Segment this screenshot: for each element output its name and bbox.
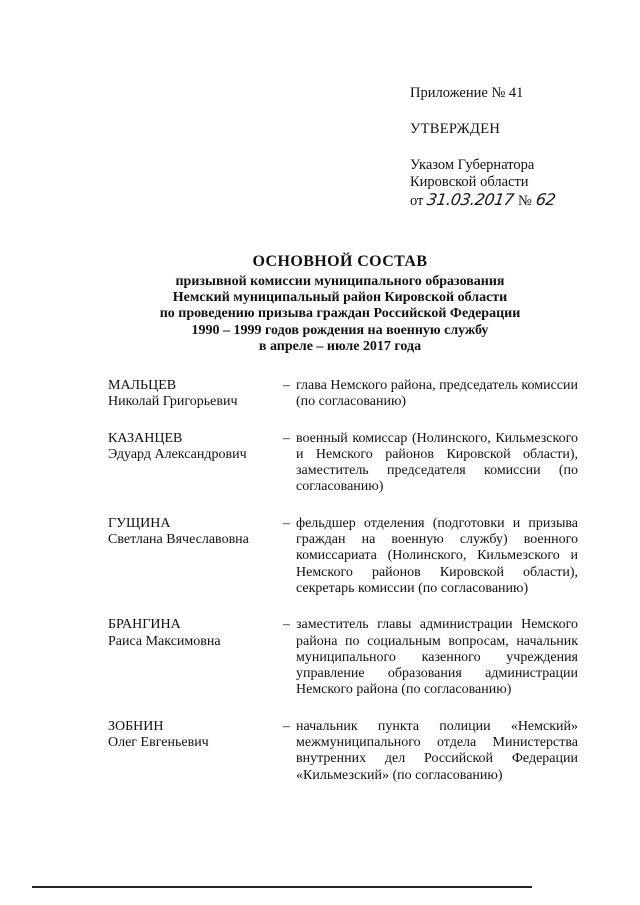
member-given-names: Эдуард Александрович — [108, 446, 247, 462]
member-surname: ГУЩИНА — [108, 515, 171, 531]
approved-stamp-text: УТВЕРЖДЕН — [410, 121, 501, 137]
member-name — [108, 719, 283, 784]
heading-line-3: по проведению призыва граждан Российской Федерации — [159, 306, 521, 322]
heading-line-1: призывной комиссии муниципального образования — [175, 274, 505, 289]
list-item — [108, 378, 578, 411]
member-surname: КАЗАНЦЕВ — [108, 430, 183, 446]
member-surname: ЗОБНИН — [108, 718, 164, 734]
number-label: № — [518, 193, 532, 209]
member-dash: – — [283, 430, 290, 446]
member-dash: – — [283, 617, 290, 633]
list-item — [108, 516, 578, 597]
member-name — [108, 378, 283, 411]
heading-line-4: 1990 – 1999 годов рождения на военную службу — [191, 322, 489, 338]
member-role: глава Немского района, председатель комиссии (по согласованию) — [296, 378, 578, 410]
member-name — [108, 617, 283, 698]
member-dash: – — [283, 378, 290, 393]
commission-members-list — [108, 378, 578, 784]
handwritten-date: 31.03.2017 — [426, 190, 516, 209]
decree-line-2: Кировской области — [410, 174, 529, 190]
member-role: заместитель главы администрации Немского района по социальным вопросам, начальник муниципального казенного учреждения управление образования администрации Немского района (по согласованию) — [296, 617, 578, 698]
member-given-names: Светлана Вячеславовна — [108, 532, 249, 548]
member-name — [108, 431, 283, 496]
footer-rule — [32, 886, 532, 888]
list-item — [108, 617, 578, 698]
heading-title: ОСНОВНОЙ СОСТАВ — [252, 253, 428, 270]
approval-block — [410, 85, 620, 210]
from-label: от — [410, 193, 424, 209]
annex-number: Приложение № 41 — [410, 85, 524, 101]
member-given-names: Олег Евгеньевич — [108, 735, 209, 751]
member-dash: – — [283, 515, 290, 531]
member-role: начальник пункта полиции «Немский» межмуниципального отдела Министерства внутренних дел Российской Федерации «Кильмезский» (по согласованию) — [296, 718, 578, 783]
decree-line-1: Указом Губернатора — [410, 157, 535, 173]
member-role: военный комиссар (Нолинского, Кильмезского и Немского районов Кировской области), заместитель председателя комиссии (по согласованию) — [296, 430, 578, 495]
member-dash: – — [283, 718, 290, 734]
handwritten-number: 62 — [534, 190, 557, 209]
member-given-names: Раиса Максимовна — [108, 633, 221, 649]
member-surname: МАЛЬЦЕВ — [108, 378, 177, 393]
member-surname: БРАНГИНА — [108, 617, 181, 633]
member-given-names: Николай Григорьевич — [108, 394, 238, 410]
member-role: фельдшер отделения (подготовки и призыва граждан на военную службу) военного комиссариата (Нолинского, Кильмезского и Немского районов Кировской области), секретарь комиссии (по согласованию) — [296, 515, 578, 596]
heading-line-5: в апреле – июле 2017 года — [258, 338, 422, 354]
document-heading — [90, 252, 590, 355]
member-name — [108, 516, 283, 597]
list-item — [108, 431, 578, 496]
decree-date-line — [410, 191, 620, 210]
heading-line-2: Немский муниципальный район Кировской области — [172, 290, 508, 306]
list-item — [108, 719, 578, 784]
